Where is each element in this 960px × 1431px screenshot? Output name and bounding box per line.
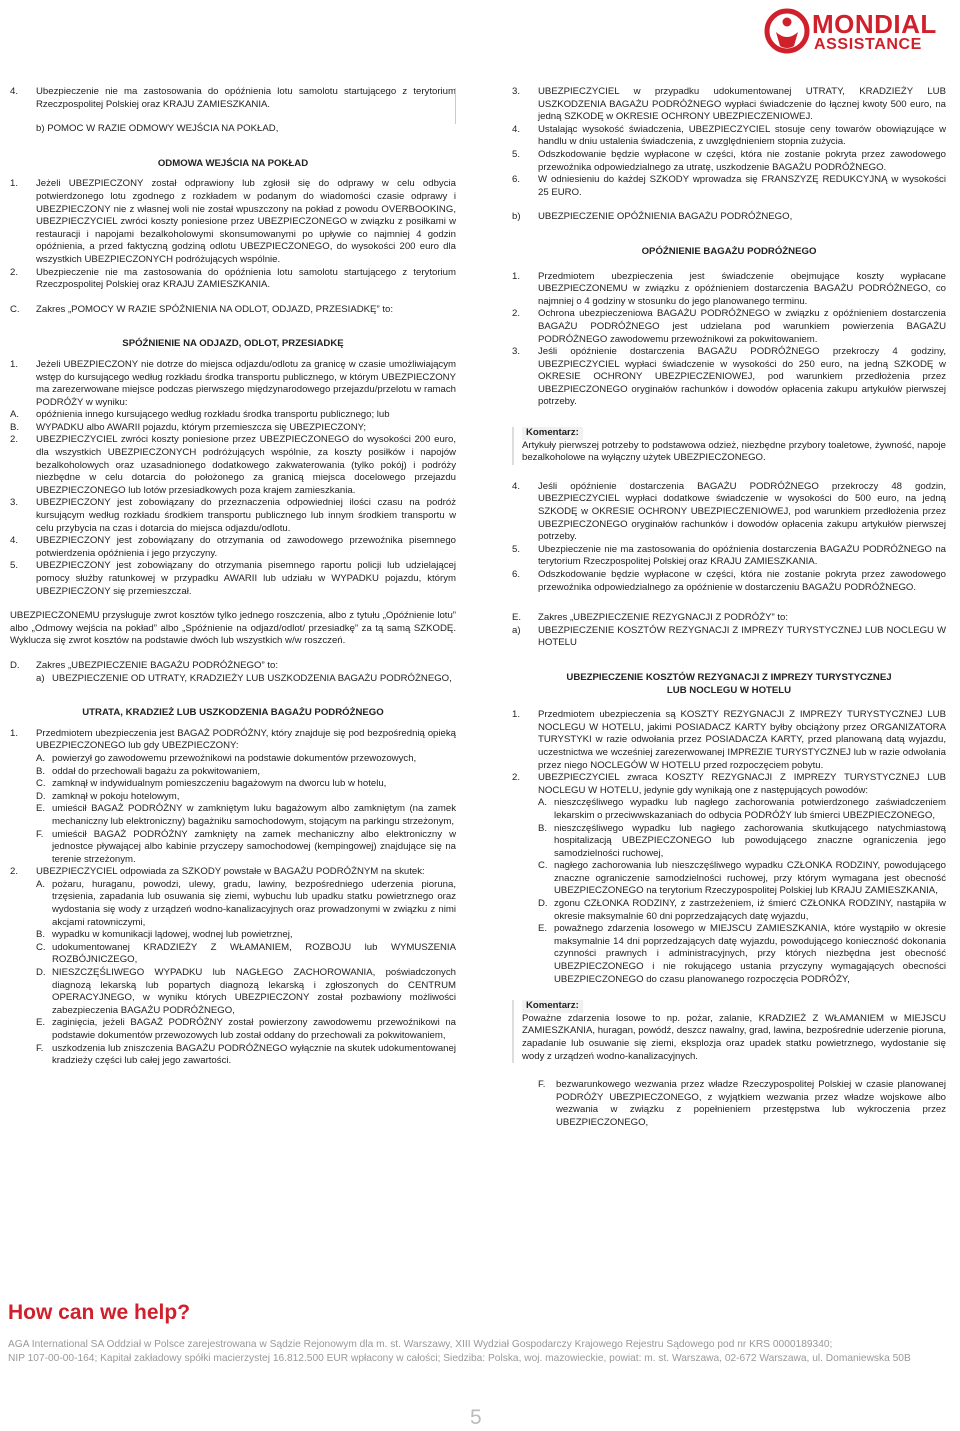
rezygnacja-1: 1. Przedmiotem ubezpieczenia są KOSZTY REZYGNACJI Z IMPREZY TURYSTYCZNEJ LUB NOCLEGU W HOTELU, jakimi POSIADACZ KARTY byłby obciążony przez ORGANIZATORA TURYSTYKI w razie odwołania przez POSIADACZA KARTY, przed planowaną datą wyjazdu, uczestnictwa we wcześniej zarezerwowanej IMPREZIE TURYSTYCZNEJ lub w razie odwołania przez niego NOCLEGÓW W HOTELU przed rozpoczęciem pobytu. xyxy=(512,709,946,771)
rezygnacja-2-list-item: D. zgonu CZŁONKA RODZINY, z zastrzeżeniem, iż śmierć CZŁONKA RODZINY, nastąpiła w okresie maksymalnie 60 dni poprzedzających datę wyjazdu, xyxy=(538,898,946,922)
para-4: 4. Ubezpieczenie nie ma zastosowania do opóźnienia lotu samolotu startującego z terytorium Rzeczpospolitej Polskiej oraz KRAJU ZAMIESZKANIA. xyxy=(10,86,456,110)
legal-footer xyxy=(8,1338,952,1366)
utrata-2-list-item: E. zaginięcia, jeżeli BAGAŻ PODRÓŻNY został powierzony zawodowemu przewoźnikowi na podstawie dokumentów przewozowych lub został oddany do przechowali za pokwitowaniem, xyxy=(36,1017,456,1041)
summary-paragraph: UBEZPIECZONEMU przysługuje zwrot kosztów tylko jednego roszczenia, albo z tytułu „Opóźnienie lotu” albo „Odmowy wejścia na pokład” albo „Spóźnienie na odjazd/odlot/ przesiadkę” za tą samą SZKODĘ. Wyklucza się zwrot kosztów na podstawie dwóch lub wszystkich w/w roszczeń. xyxy=(10,610,456,647)
spoznienie-4: 4. UBEZPIECZONY jest zobowiązany do otrzymania od zawodowego przewoźnika pisemnego potwierdzenia opóźnienia i jego przyczyny. xyxy=(10,535,456,559)
utrata-2-list-item: A. pożaru, huraganu, powodzi, ulewy, gradu, lawiny, bezpośredniego uderzenia pioruna, trzęsienia, zapadania lub osuwania się ziemi, wybuchu lub upadku statku powietrznego oraz wydostania się wody z urządzeń wodno-kanalizacyjnych oraz prowadzonymi w związku z nimi akcjami ratowniczymi, xyxy=(36,878,456,928)
right-4: 4. Ustalając wysokość świadczenia, UBEZPIECZYCIEL stosuje ceny towarów obowiązujące w handlu w dniu ustalenia świadczenia, z uwzględnieniem stopnia zużycia. xyxy=(512,123,946,148)
utrata-1-list-item: F. umieścił BAGAŻ PODRÓŻNY zamknięty na zamek mechaniczny albo elektroniczny w jednostce pływającej albo kabinie przyczepy samochodowej (kempingowej) znajdujące się na terenie strzeżonym. xyxy=(36,828,456,865)
section-d-a: a) UBEZPIECZENIE OD UTRATY, KRADZIEŻY LUB USZKODZENIA BAGAŻU PODRÓŻNEGO, xyxy=(36,672,452,684)
mondial-assistance-logo xyxy=(764,6,954,56)
rezygnacja-2-list-item: C. nagłego zachorowania lub nieszczęśliwego wypadku CZŁONKA RODZINY, powodującego znaczne ograniczenie samodzielności ruchowej, przy którym wymagana jest obecność UBEZPIECZONEGO na terytorium Rzeczypospolitej Polskiej lub KRAJU ZAMIESZKANIA, xyxy=(538,860,946,897)
rezygnacja-2: 2. UBEZPIECZYCIEL zwraca KOSZTY REZYGNACJI Z IMPREZY TURYSTYCZNEJ LUB NOCLEGU W HOTELU, jedynie gdy wynikają one z następujących powodów: xyxy=(512,772,946,796)
odmowa-1: 1. Jeżeli UBEZPIECZONY został odprawiony lub zgłosił się do odprawy w celu odbycia potwierdzonego lotu zgodnego z rozkładem w podanym do wiadomości czasie odprawy i UBEZPIECZONY nie z własnej woli nie został wpuszczony na pokład z powodu OVERBOOKING, UBEZPIECZYCIEL zwróci koszty poniesione przez UBEZPIECZONEGO w związku z posiłkami w restauracji i napojami bezalkoholowymi skonsumowanymi po upływie co najmniej 4 godzin opóźnienia, a przed faktyczną godziną odlotu UBEZPIECZONEGO, do wysokości 200 euro dla wszystkich UBEZPIECZONYCH podróżujących wspólnie. xyxy=(10,178,456,265)
utrata-2-list-item: B. wypadku w komunikacji lądowej, wodnej lub powietrznej, xyxy=(36,929,293,941)
rezygnacja-title-2: LUB NOCLEGU W HOTELU xyxy=(666,684,792,696)
spoznienie-1a: A. opóźnienia innego kursującego według rozkładu środka transportu publicznego; lub xyxy=(10,409,390,421)
brand-name: MONDIAL xyxy=(812,9,937,39)
brand-subname: ASSISTANCE xyxy=(814,36,922,53)
spoznienie-2: 2. UBEZPIECZYCIEL zwróci koszty poniesione przez UBEZPIECZONEGO do wysokości 200 euro, dla wszystkich UBEZPIECZONYCH podróżujących wspólnie, za koszty posiłków i napojów bezalkoholowych oraz uzasadnionego dodatkowego zakwaterowania (tylko pokój) i podróży niezbędne w celu dotarcia do położonego za granicą miejsca docelowego przejazdu UBEZPIECZONEGO lub lotów przesiadkowych poza krajem zamieszkania. xyxy=(10,434,456,496)
right-5: 5. Odszkodowanie będzie wypłacone w części, która nie zostanie pokryta przez zawodowego przewoźnika odpowiedzialnego za utratę, uszkodzenie BAGAŻU PODRÓŻNEGO. xyxy=(512,148,946,173)
section-e-a: a) UBEZPIECZENIE KOSZTÓW REZYGNACJI Z IMPREZY TURYSTYCZNEJ LUB NOCLEGU W HOTELU xyxy=(512,624,946,649)
utrata-2-list-item: F. uszkodzenia lub zniszczenia BAGAŻU PODRÓŻNEGO wyłącznie na skutek udokumentowanej kradzieży części lub całej jego zawartości. xyxy=(36,1042,456,1067)
opoznienie-2: 2. Ochrona ubezpieczeniowa BAGAŻU PODRÓŻNEGO w związku z opóźnieniem dostarczenia BAGAŻU PODRÓŻNEGO jest udzielana pod warunkiem powierzenia BAGAŻU PODRÓŻNEGO zawodowemu przewoźnikowi za pokwitowaniem. xyxy=(512,308,946,345)
utrata-1-list-item: A. powierzył go zawodowemu przewoźnikowi na podstawie dokumentów przewozowych, xyxy=(36,752,417,764)
legal-line-2: NIP 107-00-00-164; Kapitał zakładowy spółki macierzystej 16.812.500 EUR wpłacony w całości; Siedziba: Polska, woj. mazowieckie, powiat: m. st. Warszawa, 02-672 Warszawa, ul. Domaniewska 50B xyxy=(8,1353,911,1364)
opoznienie-bagazu-title: OPÓŹNIENIE BAGAŻU PODRÓŻNEGO xyxy=(641,245,817,257)
section-b-bagaz-heading: b) UBEZPIECZENIE OPÓŹNIENIA BAGAŻU PODRÓŻNEGO, xyxy=(512,211,793,223)
komentarz-1-heading: Komentarz: xyxy=(522,427,583,440)
section-d-heading: D. Zakres „UBEZPIECZENIE BAGAŻU PODRÓŻNEGO” to: xyxy=(10,659,279,671)
left-column xyxy=(10,86,456,1068)
utrata-1-list-item: E. umieścił BAGAŻ PODRÓŻNY w zamkniętym luku bagażowym albo zamkniętym (na zamek mechaniczny lub elektroniczny) bagażniku samochodowym, stojącym na parkingu strzeżonym, xyxy=(36,803,456,827)
odmowa-2: 2. Ubezpieczenie nie ma zastosowania do opóźnienia lotu samolotu startującego z terytorium Rzeczpospolitej Polskiej oraz KRAJU ZAMIESZKANIA. xyxy=(10,266,456,291)
komentarz-2-heading: Komentarz: xyxy=(522,1000,583,1013)
opoznienie-3: 3. Jeśli opóźnienie dostarczenia BAGAŻU PODRÓŻNEGO przekroczy 4 godziny, UBEZPIECZYCIEL wypłaci świadczenie w wysokości do 250 euro, na jedną SZKODĘ w OKRESIE OCHRONY UBEZPIECZENIOWEJ, pod warunkiem przedłożenia przez UBEZPIECZONEGO oryginałów rachunków i dowodów opłacenia zakupu artykułów pierwszej potrzeby. xyxy=(512,346,946,408)
rezygnacja-f: F. bezwarunkowego wezwania przez władze Rzeczypospolitej Polskiej w czasie planowanej PODRÓŻY UBEZPIECZONEGO, z wyjątkiem wezwania przez władze wojskowe albo wezwania w związku z popełnieniem przestępstwa lub wykroczenia przez UBEZPIECZONEGO, xyxy=(538,1079,946,1128)
rezygnacja-2-list-item: B. nieszczęśliwego wypadku lub nagłego zachorowania skutkującego natychmiastową hospitalizacją UBEZPIECZONEGO lub powodującego znaczne ograniczenia jego samodzielności ruchowej, xyxy=(538,822,946,859)
opoznienie-4: 4. Jeśli opóźnienie dostarczenia BAGAŻU PODRÓŻNEGO przekroczy 48 godzin, UBEZPIECZYCIEL wypłaci dodatkowe świadczenie w wysokości do 500 euro, na jedną SZKODĘ w OKRESIE OCHRONY UBEZPIECZENIOWEJ, pod warunkiem przedłożenia przez UBEZPIECZONEGO oryginałów rachunków i dowodów opłacenia zakupu artykułów pierwszej potrzeby. xyxy=(512,480,946,543)
utrata-title: UTRATA, KRADZIEŻ LUB USZKODZENIA BAGAŻU PODRÓŻNEGO xyxy=(82,707,384,719)
utrata-2-list xyxy=(10,879,456,1068)
section-b-heading: b) POMOC W RAZIE ODMOWY WEJŚCIA NA POKŁAD, xyxy=(36,123,279,135)
right-3: 3. UBEZPIECZYCIEL w przypadku udokumentowanej UTRATY, KRADZIEŻY LUB USZKODZENIA BAGAŻU PODRÓŻNEGO wypłaci świadczenie do łącznej kwoty 500 euro, na jedną SZKODĘ w OKRESIE OCHRONY UBEZPIECZENIOWEJ. xyxy=(512,86,946,123)
section-e-heading: E. Zakres „UBEZPIECZENIE REZYGNACJI Z PODRÓŻY” to: xyxy=(512,612,788,624)
rezygnacja-title-1: UBEZPIECZENIE KOSZTÓW REZYGNACJI Z IMPREZY TURYSTYCZNEJ xyxy=(566,671,892,683)
right-6: 6. W odniesieniu do każdej SZKODY wprowadza się FRANSZYZĘ REDUKCYJNĄ w wysokości 25 EURO. xyxy=(512,174,946,198)
right-column xyxy=(512,86,946,1130)
page-number: 5 xyxy=(470,1406,482,1429)
brand-mark-icon xyxy=(764,8,810,54)
spoznienie-1b: B. WYPADKU albo AWARII pojazdu, którym przemieszcza się UBEZPIECZONY; xyxy=(10,421,367,433)
utrata-1-list xyxy=(10,753,456,866)
rezygnacja-2-list-item: E. powažnego zdarzenia losowego w MIEJSCU ZAMIESZKANIA, które wystąpiło w okresie maksymalnie 14 dni poprzedzających datę wyjazdu, powodującego konieczność dokonania czynności prawnych i administracyjnych, przy których niezbędna jest obecność UBEZPIECZONEGO i nie rokującego ustania przyczyny wymagających obecności UBEZPIECZONEGO do czasu planowanego rozpoczęcia PODRÓŻY, xyxy=(538,923,946,985)
para-4-box xyxy=(10,86,456,111)
komentarz-2-text: Poważne zdarzenia losowe to np. pożar, zalanie, KRADZIEŻ Z WŁAMANIEM w MIEJSCU ZAMIESZKANIA, huragan, powódź, deszcz nawalny, grad, lawina, bezpośrednie uderzenie pioruna, zapadanie lub osuwanie się ziemi, eksplozja oraz upadek statku powietrznego, wydostanie się wody z urządzeń wodno-kanalizacyjnych. xyxy=(522,1012,946,1062)
legal-line-1: AGA International SA Oddział w Polsce zarejestrowana w Sądzie Rejonowym dla m. st. Warszawy, XIII Wydział Gospodarczy Krajowego Rejestru Sądowego pod nr KRS 0000189340; xyxy=(8,1339,833,1350)
odmowa-title: ODMOWA WEJŚCIA NA POKŁAD xyxy=(157,157,309,169)
opoznienie-6: 6. Odszkodowanie będzie wypłacone w części, która nie zostanie pokryta przez zawodowego przewoźnika odpowiedzialnego za opóźnienie w dostarczeniu BAGAŻU PODRÓŻNEGO. xyxy=(512,569,946,593)
spoznienie-title: SPÓŹNIENIE NA ODJAZD, ODLOT, PRZESIADKĘ xyxy=(122,338,344,350)
utrata-1: 1. Przedmiotem ubezpieczenia jest BAGAŻ PODRÓŻNY, który znajduje się pod bezpośrednią opieką UBEZPIECZONEGO lub gdy UBEZPIECZONY: xyxy=(10,727,456,752)
help-heading: How can we help? xyxy=(8,1301,191,1324)
utrata-1-list-item: D. zamknął w pokoju hotelowym, xyxy=(36,790,180,802)
opoznienie-1: 1. Przedmiotem ubezpieczenia jest świadczenie obejmujące koszty wypłacane UBEZPIECZONEMU w związku z opóźnieniem dostarczenia BAGAŻU PODRÓŻNEGO, co najmniej o 4 godziny w stosunku do jego planowanego terminu. xyxy=(512,270,946,307)
opoznienie-5: 5. Ubezpieczenie nie ma zastosowania do opóźnienia dostarczenia BAGAŻU PODRÓŻNEGO na terytorium Rzeczpospolitej Polskiej oraz KRAJU ZAMIESZKANIA. xyxy=(512,543,946,568)
utrata-2-list-item: D. NIESZCZĘŚLIWEGO WYPADKU lub NAGŁEGO ZACHOROWANIA, poświadczonych diagnozą lekarską lub popartych diagnozą lekarską i zgłoszonych do CENTRUM OPERACYJNEGO, w wyniku których UBEZPIECZONY został pozbawiony możliwości zabezpieczenia BAGAŻU PODRÓŻNEGO, xyxy=(36,967,456,1016)
utrata-2-list-item: C. udokumentowanej KRADZIEŻY Z WŁAMANIEM, ROZBOJU lub WYMUSZENIA ROZBÓJNICZEGO, xyxy=(36,941,456,966)
komentarz-1 xyxy=(512,427,946,465)
utrata-1-list-item: C. zamknął w indywidualnym pomieszczeniu bagażowym na dworcu lub w hotelu, xyxy=(36,778,387,790)
utrata-2: 2. UBEZPIECZYCIEL odpowiada za SZKODY powstałe w BAGAŻU PODRÓŻNYM na skutek: xyxy=(10,866,425,878)
spoznienie-3: 3. UBEZPIECZONY jest zobowiązany do przeznaczenia odpowiedniej ilości czasu na podróż kursującym według rozkładu środkiem transportu publicznego lub innym środkiem transportu w celu przybycia na czas i dotarcia do miejsca odjazdu/odlotu. xyxy=(10,497,456,534)
spoznienie-1: 1. Jeżeli UBEZPIECZONY nie dotrze do miejsca odjazdu/odlotu za granicę w czasie umożliwiającym wstęp do kursującego według rozkładu środka transportu publicznego, w którym UBEZPIECZONY ma zarezerwowane miejsce podczas pierwszego międzynarodowego przejazdu/przelotu w ramach PODRÓŻY w wyniku: xyxy=(10,358,456,408)
section-c-heading: C. Zakres „POMOCY W RAZIE SPÓŹNIENIA NA ODLOT, ODJAZD, PRZESIADKĘ” to: xyxy=(10,303,393,315)
utrata-1-list-item: B. oddał do przechowali bagażu za pokwitowaniem, xyxy=(36,765,260,777)
komentarz-2 xyxy=(512,1000,946,1063)
rezygnacja-2-list-item: A. nieszczęśliwego wypadku lub nagłego zachorowania potwierdzonego zaświadczeniem lekarskim o przeciwwskazaniach do odbycia PODRÓŻY lub śmierci UBEZPIECZONEGO, xyxy=(538,797,946,821)
spoznienie-5: 5. UBEZPIECZONY jest zobowiązany do otrzymania pisemnego raportu policji lub udzielającej pomocy służby ratunkowej w przypadku AWARII lub udziału w WYPADKU pojazdu, którym UBEZPIECZONY się przemieszczał. xyxy=(10,560,456,597)
rezygnacja-2-list xyxy=(512,797,946,986)
komentarz-1-text: Artykuły pierwszej potrzeby to podstawowa odzież, niezbędne przybory toaletowe, żywność, napoje bezalkoholowe na wyłączny użytek UBEZPIECZONEGO. xyxy=(522,439,946,464)
